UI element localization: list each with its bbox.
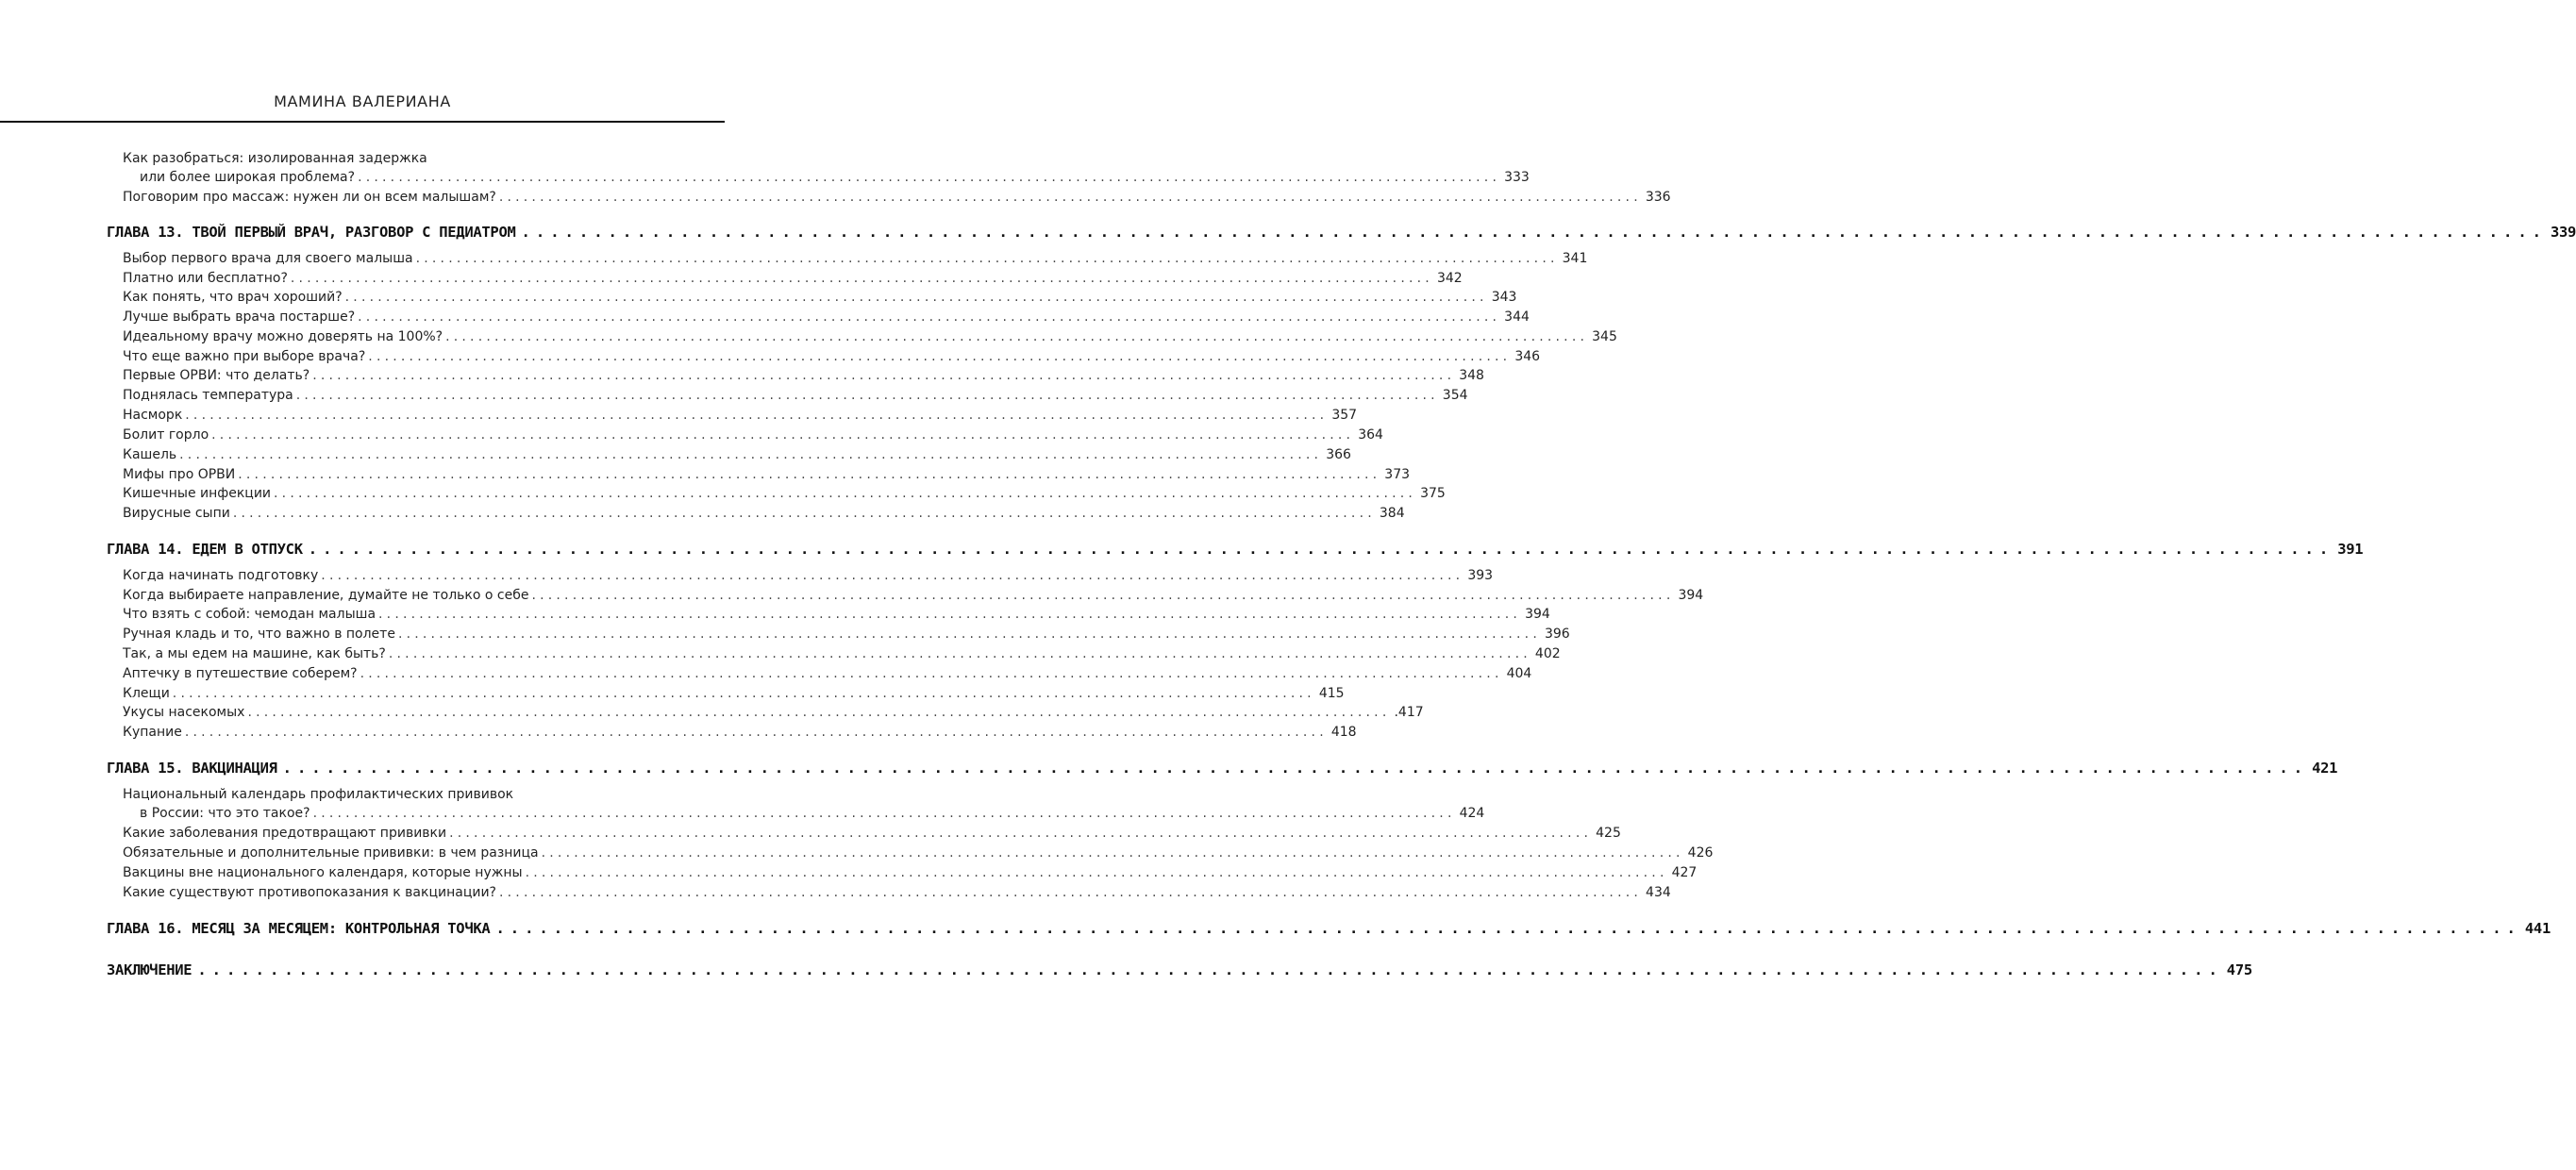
toc-entry-page: 364: [1358, 427, 1383, 443]
toc-entry-page: 434: [1646, 885, 1671, 900]
toc-entry[interactable]: [123, 504, 1405, 523]
toc-entry-title: Идеальному врачу можно доверять на 100%?: [123, 329, 443, 344]
toc-entry-page: 402: [1534, 646, 1561, 661]
toc-entry-title: Болит горло: [123, 427, 209, 443]
toc-entry[interactable]: [123, 723, 1357, 742]
toc-entry-title: Лучше выбрать врача постарше?: [123, 309, 356, 325]
toc-entry-page: 415: [1318, 686, 1345, 701]
chapter-page: 441: [2524, 920, 2551, 937]
toc-entry[interactable]: [123, 844, 1714, 862]
dot-leader: ............................................................................................................................................: [378, 607, 1522, 622]
toc-entry-title: Как понять, что врач хороший?: [123, 290, 343, 305]
dot-leader: ............................................................................................................................................: [295, 388, 1439, 403]
chapter-title: ГЛАВА 13. ТВОЙ ПЕРВЫЙ ВРАЧ, РАЗГОВОР С ПЕДИАТРОМ: [107, 224, 516, 241]
toc-entry-title: в России: что это такое?: [140, 806, 310, 821]
toc-entry[interactable]: [123, 785, 635, 804]
dot-leader: ............................................................................................................................................: [368, 349, 1512, 364]
toc-entry-page: 396: [1544, 627, 1570, 642]
toc-entry-title: Первые ОРВИ: что делать?: [123, 368, 310, 383]
toc-entry[interactable]: [123, 586, 1704, 605]
toc-entry-title: Так, а мы едем на машине, как быть?: [123, 646, 386, 661]
dot-leader: ............................................................................................................................................: [498, 190, 1642, 205]
toc-entry-title: Вирусные сыпи: [123, 506, 230, 521]
toc-entry-page: 344: [1504, 309, 1530, 325]
toc-entry[interactable]: [123, 605, 1550, 624]
toc-entry-title: Обязательные и дополнительные прививки: в чем разница: [123, 845, 539, 861]
dot-leader: ............................................................................................................................................: [360, 666, 1503, 681]
chapter-title: ГЛАВА 16. МЕСЯЦ ЗА МЕСЯЦЕМ: КОНТРОЛЬНАЯ ТОЧКА: [107, 920, 491, 937]
toc-entry-title: Как разобраться: изолированная задержка: [123, 151, 427, 166]
toc-entry[interactable]: [123, 445, 1351, 464]
chapter-title: ГЛАВА 15. ВАКЦИНАЦИЯ: [107, 760, 277, 777]
toc-entry-page: 357: [1331, 408, 1358, 423]
toc-entry-page: 333: [1504, 170, 1530, 185]
chapter-title: ГЛАВА 14. ЕДЕМ В ОТПУСК: [107, 541, 303, 558]
toc-entry[interactable]: [123, 347, 1541, 366]
toc-entry[interactable]: [123, 824, 1621, 843]
toc-entry-continuation[interactable]: [140, 804, 1485, 823]
running-title: МАМИНА ВАЛЕРИАНА: [274, 92, 451, 110]
toc-entry[interactable]: [123, 883, 1671, 902]
toc-entry-title: Что еще важно при выборе врача?: [123, 349, 366, 364]
toc-entry[interactable]: [123, 465, 1411, 484]
dot-leader: ............................................................................................................................................: [312, 806, 1456, 821]
chapter-page: 475: [2226, 961, 2252, 978]
toc-entry-title: Ручная кладь и то, что важно в полете: [123, 627, 395, 642]
toc-entry-page: 426: [1687, 845, 1714, 861]
toc-entry-title: Поднялась температура: [123, 388, 293, 403]
toc-entry-page: 393: [1467, 568, 1494, 583]
toc-entry-title: Купание: [123, 725, 182, 740]
dot-leader: ............................................................................................................................................: [179, 447, 1323, 462]
dot-leader: ............................................................................................................................................: [531, 588, 1675, 603]
toc-entry-page: 345: [1592, 329, 1617, 344]
dot-leader: ............................................................................................................................................: [211, 427, 1355, 443]
toc-entry-title: Укусы насекомых: [123, 705, 245, 720]
toc-entry[interactable]: [123, 366, 1484, 385]
toc-entry[interactable]: [123, 386, 1468, 405]
dot-leader: ............................................................................................................................................: [344, 290, 1488, 305]
toc-entry-page: 418: [1330, 725, 1357, 740]
toc-entry-page: 336: [1645, 190, 1671, 205]
toc-entry[interactable]: [123, 269, 1463, 288]
dot-leader: ............................................................................................................................................: [358, 170, 1501, 185]
toc-entry-page: 373: [1384, 467, 1411, 482]
toc-entry[interactable]: [123, 625, 1570, 644]
dot-leader: ............................................................................................................................................: [185, 408, 1329, 423]
toc-entry-page: 343: [1491, 290, 1517, 305]
dot-leader: ............................................................................................................................................: [445, 329, 1589, 344]
chapter-page: 391: [2337, 541, 2364, 558]
toc-entry-title: Мифы про ОРВИ: [123, 467, 236, 482]
dot-leader: ............................................................................................................................................: [184, 725, 1328, 740]
toc-entry-title: Какие заболевания предотвращают прививки: [123, 826, 447, 841]
dot-leader: ............................................................................................................................................: [388, 646, 1531, 661]
toc-entry-title: Выбор первого врача для своего малыша: [123, 251, 413, 266]
toc-entry[interactable]: [123, 703, 1424, 722]
toc-entry[interactable]: [123, 863, 1698, 882]
dot-leader: ............................................................................................................................................: [415, 251, 1559, 266]
chapter-page: 421: [2312, 760, 2338, 777]
chapter-heading-15[interactable]: [107, 757, 2338, 779]
dot-leader: ............................................................................................................................................: [358, 309, 1501, 325]
toc-entry[interactable]: [123, 327, 1617, 346]
dot-leader: ............................................................................................................................................: [495, 920, 2521, 937]
toc-entry[interactable]: [123, 406, 1358, 425]
dot-leader: ............................................................................................................................................: [274, 486, 1417, 501]
dot-leader: ............................................................................................................................................: [282, 760, 2309, 777]
toc-entry-page: 375: [1420, 486, 1446, 501]
dot-leader: ............................................................................................................................................: [232, 506, 1376, 521]
toc-entry[interactable]: [123, 249, 1588, 268]
toc-entry-title: Вакцины вне национального календаря, которые нужны: [123, 865, 523, 880]
toc-entry-title: Платно или бесплатно?: [123, 271, 288, 286]
dot-leader: ............................................................................................................................................: [197, 961, 2223, 978]
toc-entry[interactable]: [123, 684, 1345, 703]
conclusion-heading[interactable]: [107, 959, 2252, 981]
toc-entry-title: Национальный календарь профилактических прививок: [123, 787, 514, 802]
toc-entry[interactable]: [123, 484, 1446, 503]
toc-entry-page: 427: [1671, 865, 1698, 880]
toc-entry-title: Какие существуют противопоказания к вакцинации?: [123, 885, 496, 900]
dot-leader: ............................................................................................................................................: [449, 826, 1593, 841]
toc-entry-title: Клещи: [123, 686, 170, 701]
dot-leader: ............................................................................................................................................: [247, 705, 1391, 720]
toc-entry-title: Кишечные инфекции: [123, 486, 272, 501]
toc-entry[interactable]: [123, 566, 1494, 585]
toc-entry[interactable]: [123, 149, 635, 168]
toc-entry[interactable]: [123, 644, 1561, 663]
chapter-heading-13[interactable]: [107, 221, 2576, 243]
dot-leader: ............................................................................................................................................: [312, 368, 1456, 383]
toc-entry-page: 348: [1459, 368, 1484, 383]
toc-entry-title: Поговорим про массаж: нужен ли он всем малышам?: [123, 190, 496, 205]
toc-entry[interactable]: [123, 308, 1530, 326]
chapter-heading-14[interactable]: [107, 538, 2364, 560]
toc-entry-title: Когда начинать подготовку: [123, 568, 319, 583]
toc-entry-page: 425: [1596, 826, 1621, 841]
toc-entry-title: Аптечку в путешествие соберем?: [123, 666, 358, 681]
toc-entry[interactable]: [123, 664, 1532, 683]
toc-entry[interactable]: [123, 288, 1517, 307]
toc-entry-title: Насморк: [123, 408, 183, 423]
toc-entry[interactable]: [123, 188, 1671, 207]
dot-leader: ............................................................................................................................................: [499, 885, 1643, 900]
toc-entry-page: 424: [1459, 806, 1485, 821]
dot-leader: ............................................................................................................................................: [521, 224, 2547, 241]
toc-entry-title: Что взять с собой: чемодан малыша: [123, 607, 376, 622]
chapter-title: ЗАКЛЮЧЕНИЕ: [107, 961, 192, 978]
toc-entry-page: 346: [1514, 349, 1541, 364]
toc-entry-page: 384: [1379, 506, 1405, 521]
toc-entry-title: или более широкая проблема?: [140, 170, 356, 185]
dot-leader: ............................................................................................................................................: [321, 568, 1464, 583]
dot-leader: ............................................................................................................................................: [525, 865, 1668, 880]
dot-leader: ............................................................................................................................................: [238, 467, 1381, 482]
toc-entry-page: 394: [1525, 607, 1550, 622]
toc-entry-page: 404: [1506, 666, 1532, 681]
toc-entry[interactable]: [123, 426, 1383, 444]
dot-leader: ............................................................................................................................................: [290, 271, 1433, 286]
dot-leader: ............................................................................................................................................: [172, 686, 1315, 701]
toc-entry-title: Когда выбираете направление, думайте не только о себе: [123, 588, 529, 603]
toc-entry-page: 342: [1436, 271, 1463, 286]
dot-leader: ............................................................................................................................................: [397, 627, 1541, 642]
dot-leader: ............................................................................................................................................: [541, 845, 1684, 861]
toc-entry-continuation[interactable]: [140, 168, 1530, 187]
toc-entry-title: Кашель: [123, 447, 177, 462]
toc-entry-page: 341: [1562, 251, 1588, 266]
chapter-heading-16[interactable]: [107, 917, 2551, 940]
toc-entry-page: 394: [1678, 588, 1704, 603]
toc-entry-page: 354: [1442, 388, 1468, 403]
dot-leader: ............................................................................................................................................: [308, 541, 2334, 558]
chapter-page: 339: [2550, 224, 2576, 241]
toc-entry-page: 366: [1326, 447, 1351, 462]
toc-entry-page: .417: [1394, 705, 1424, 720]
